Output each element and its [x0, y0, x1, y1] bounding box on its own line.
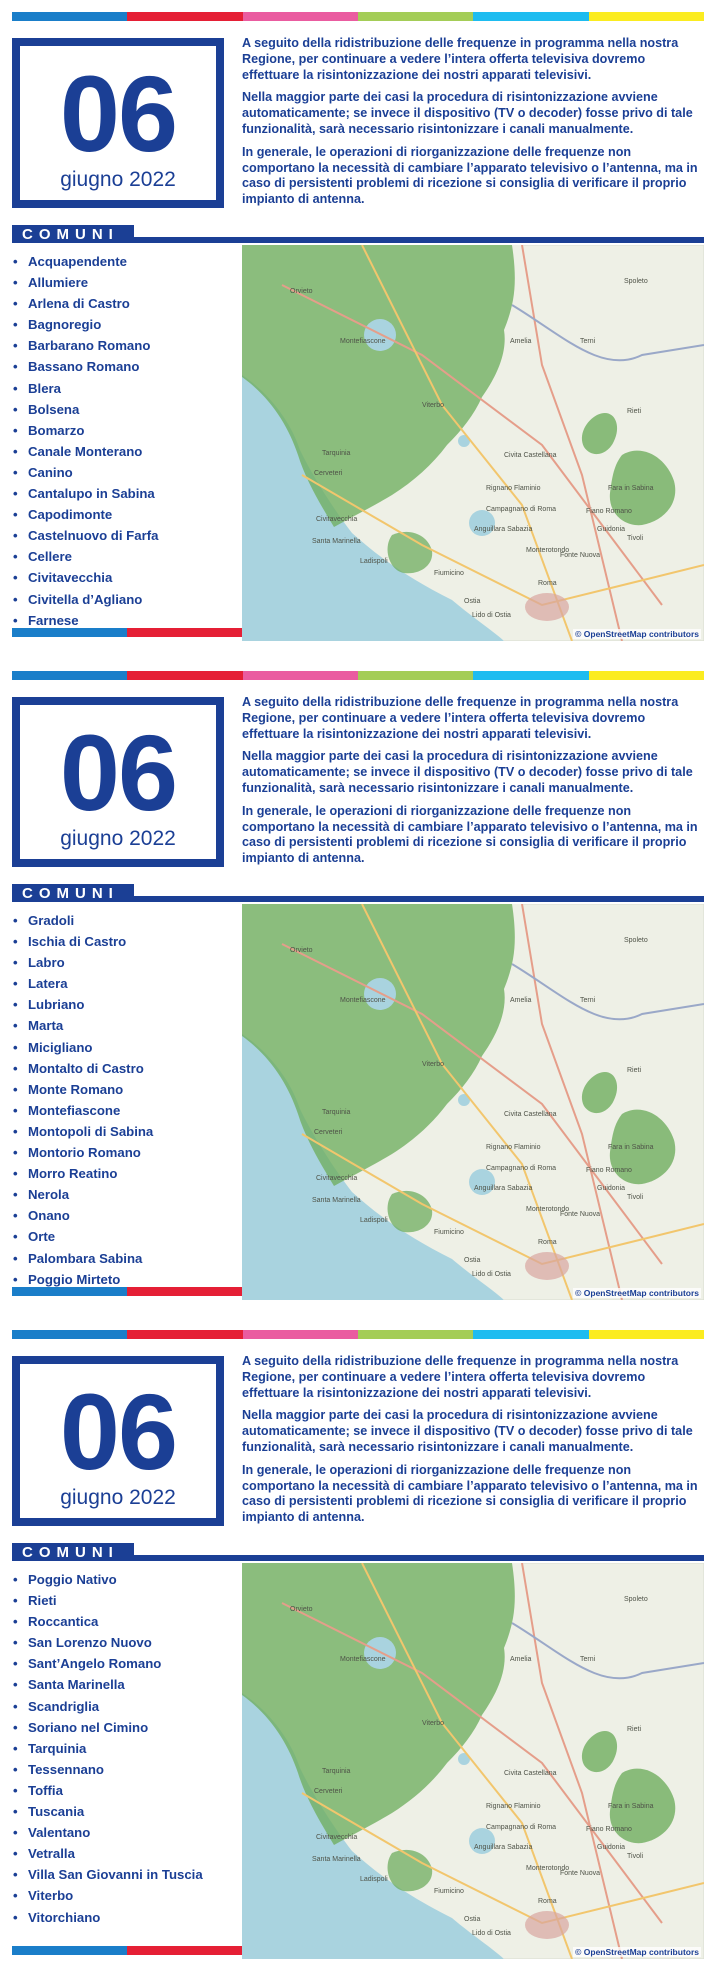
comune-item: • Latera	[12, 973, 237, 994]
map-place-label: Monterotondo	[526, 547, 570, 554]
date-day: 06	[59, 53, 177, 174]
comune-item: • Montorio Romano	[12, 1142, 237, 1163]
comuni-header	[12, 1543, 704, 1561]
info-paragraph: In generale, le operazioni di riorganizzazione delle frequenze non comportano la necessità di cambiare l’apparato televisivo o l’antenna, ma in caso di persistenti problemi di ricezione si consiglia di verificare il proprio impianto di antenna.	[242, 144, 698, 207]
map-svg	[242, 904, 704, 1300]
stripe-segment	[473, 12, 588, 21]
stripe-segment	[12, 12, 127, 21]
date-month-year: giugno 2022	[60, 1486, 176, 1509]
map-place-label: Roma	[538, 1898, 557, 1905]
map-place-label: Cerveteri	[314, 470, 343, 477]
map-place-label: Campagnano di Roma	[486, 506, 557, 513]
map-attribution: © OpenStreetMap contributors	[575, 1288, 699, 1298]
comune-item: • Micigliano	[12, 1037, 237, 1058]
map-place-label: Civita Castellana	[504, 1111, 557, 1118]
map-place-label: Ladispoli	[360, 1217, 388, 1224]
comune-item: • Montalto di Castro	[12, 1058, 237, 1079]
city-area-roma	[525, 1252, 569, 1280]
comune-item: • Civitella d’Agliano	[12, 589, 237, 610]
comune-item: • Allumiere	[12, 272, 237, 293]
map-place-label: Fonte Nuova	[560, 1211, 601, 1218]
stripe-segment	[12, 671, 127, 680]
date-month-year: giugno 2022	[60, 168, 176, 191]
stripe-segment	[589, 12, 704, 21]
map-place-label: Amelia	[510, 1656, 532, 1663]
map-place-label: Montefiascone	[340, 1656, 386, 1663]
map-place-label: Ostia	[464, 1916, 481, 1923]
map-place-label: Spoleto	[624, 278, 648, 285]
comuni-label: COMUNI	[12, 884, 134, 902]
coverage-map	[242, 1563, 704, 1959]
comune-item: • Bassano Romano	[12, 356, 237, 377]
comune-item: • Canale Monterano	[12, 441, 237, 462]
info-text	[242, 695, 704, 874]
stripe-segment	[127, 1330, 242, 1339]
info-text	[242, 36, 704, 215]
comuni-list	[12, 910, 237, 1290]
map-attribution: © OpenStreetMap contributors	[575, 1947, 699, 1957]
stripe-segment	[127, 12, 242, 21]
comuni-list	[12, 251, 237, 631]
comune-item: • Cantalupo in Sabina	[12, 483, 237, 504]
date-box	[12, 697, 224, 867]
map-place-label: Fara in Sabina	[608, 1144, 654, 1151]
map-svg	[242, 245, 704, 641]
city-area-roma	[525, 1911, 569, 1939]
map-svg	[242, 1563, 704, 1959]
comune-item: • Marta	[12, 1015, 237, 1036]
comune-item: • Bagnoregio	[12, 314, 237, 335]
map-place-label: Anguillara Sabazia	[474, 1844, 533, 1851]
map-place-label: Anguillara Sabazia	[474, 1185, 533, 1192]
stripe-segment	[243, 671, 358, 680]
comune-item: • Farnese	[12, 610, 237, 631]
stripe-segment	[243, 12, 358, 21]
map-place-label: Cerveteri	[314, 1129, 343, 1136]
map-place-label: Ostia	[464, 1257, 481, 1264]
map-place-label: Rignano Flaminio	[486, 1144, 541, 1151]
date-month-year: giugno 2022	[60, 827, 176, 850]
map-place-label: Tivoli	[627, 1853, 644, 1860]
map-place-label: Rieti	[627, 408, 642, 415]
map-place-label: Viterbo	[422, 1720, 445, 1727]
comune-item: • Monte Romano	[12, 1079, 237, 1100]
map-place-label: Tarquinia	[322, 1768, 351, 1775]
map-place-label: Terni	[580, 1656, 596, 1663]
comune-item: • Poggio Mirteto	[12, 1269, 237, 1290]
comune-item: • Vitorchiano	[12, 1907, 237, 1928]
comune-item: • Poggio Nativo	[12, 1569, 237, 1590]
color-stripe	[12, 1330, 704, 1339]
map-place-label: Montefiascone	[340, 997, 386, 1004]
comune-item: • Gradoli	[12, 910, 237, 931]
comuni-label: COMUNI	[12, 1543, 134, 1561]
stripe-segment	[473, 1330, 588, 1339]
coverage-map	[242, 245, 704, 641]
map-place-label: Amelia	[510, 997, 532, 1004]
comune-item: • Tarquinia	[12, 1738, 237, 1759]
map-place-label: Tarquinia	[322, 1109, 351, 1116]
info-paragraph: A seguito della ridistribuzione delle frequenze in programma nella nostra Regione, per continuare a vedere l’intera offerta televisiva dovremo effettuare la risintonizzazione dei nostri apparati televisivi.	[242, 36, 679, 82]
comuni-list	[12, 1569, 237, 1928]
map-place-label: Guidonia	[597, 1844, 626, 1851]
map-place-label: Civitavecchia	[316, 1175, 358, 1182]
stripe-segment	[473, 671, 588, 680]
map-place-label: Fiumicino	[434, 570, 464, 577]
map-place-label: Santa Marinella	[312, 1197, 361, 1204]
map-place-label: Roma	[538, 1239, 557, 1246]
map-place-label: Civitavecchia	[316, 1834, 358, 1841]
comune-item: • Villa San Giovanni in Tuscia	[12, 1864, 237, 1885]
stripe-segment	[358, 12, 473, 21]
map-place-label: Fiano Romano	[586, 1826, 632, 1833]
map-place-label: Civita Castellana	[504, 452, 557, 459]
map-place-label: Terni	[580, 338, 596, 345]
comune-item: • Montefiascone	[12, 1100, 237, 1121]
stripe-segment	[12, 1946, 127, 1955]
stripe-segment	[12, 1330, 127, 1339]
map-place-label: Fara in Sabina	[608, 1803, 654, 1810]
map-place-label: Amelia	[510, 338, 532, 345]
info-paragraph: In generale, le operazioni di riorganizzazione delle frequenze non comportano la necessità di cambiare l’apparato televisivo o l’antenna, ma in caso di persistenti problemi di ricezione si consiglia di verificare il proprio impianto di antenna.	[242, 803, 698, 866]
comune-item: • Onano	[12, 1205, 237, 1226]
date-box	[12, 1356, 224, 1526]
map-place-label: Lido di Ostia	[472, 612, 511, 619]
comune-item: • Morro Reatino	[12, 1163, 237, 1184]
info-paragraph: A seguito della ridistribuzione delle frequenze in programma nella nostra Regione, per continuare a vedere l’intera offerta televisiva dovremo effettuare la risintonizzazione dei nostri apparati televisivi.	[242, 1354, 679, 1400]
map-attribution: © OpenStreetMap contributors	[575, 629, 699, 639]
info-paragraph: Nella maggior parte dei casi la procedura di risintonizzazione avviene automaticamente; se invece il dispositivo (TV o decoder) fosse privo di tale funzionalità, sarà necessario risintonizzare i canali manualmente.	[242, 749, 693, 795]
stripe-segment	[589, 671, 704, 680]
map-place-label: Fonte Nuova	[560, 552, 601, 559]
map-place-label: Orvieto	[290, 947, 313, 954]
comune-item: • Scandriglia	[12, 1696, 237, 1717]
comune-item: • Santa Marinella	[12, 1674, 237, 1695]
comune-item: • Montopoli di Sabina	[12, 1121, 237, 1142]
stripe-segment	[589, 1330, 704, 1339]
comune-item: • Ischia di Castro	[12, 931, 237, 952]
date-day: 06	[59, 712, 177, 833]
stripe-segment	[358, 1330, 473, 1339]
comune-item: • Bolsena	[12, 399, 237, 420]
comune-item: • Blera	[12, 378, 237, 399]
map-place-label: Ladispoli	[360, 558, 388, 565]
map-place-label: Fonte Nuova	[560, 1870, 601, 1877]
map-place-label: Tivoli	[627, 535, 644, 542]
comune-item: • Bomarzo	[12, 420, 237, 441]
comune-item: • Vetralla	[12, 1843, 237, 1864]
comune-item: • Castelnuovo di Farfa	[12, 525, 237, 546]
comune-item: • Lubriano	[12, 994, 237, 1015]
comune-item: • Canino	[12, 462, 237, 483]
comune-item: • San Lorenzo Nuovo	[12, 1632, 237, 1653]
comune-item: • Orte	[12, 1226, 237, 1247]
stripe-segment	[358, 671, 473, 680]
comune-item: • Soriano nel Cimino	[12, 1717, 237, 1738]
map-place-label: Tarquinia	[322, 450, 351, 457]
map-place-label: Monterotondo	[526, 1865, 570, 1872]
map-place-label: Cerveteri	[314, 1788, 343, 1795]
comuni-header	[12, 225, 704, 243]
comune-item: • Roccantica	[12, 1611, 237, 1632]
map-place-label: Anguillara Sabazia	[474, 526, 533, 533]
info-paragraph: In generale, le operazioni di riorganizzazione delle frequenze non comportano la necessità di cambiare l’apparato televisivo o l’antenna, ma in caso di persistenti problemi di ricezione si consiglia di verificare il proprio impianto di antenna.	[242, 1462, 698, 1525]
announcement-panel	[0, 1318, 716, 1976]
comune-item: • Toffia	[12, 1780, 237, 1801]
comune-item: • Acquapendente	[12, 251, 237, 272]
map-place-label: Santa Marinella	[312, 538, 361, 545]
comune-item: • Barbarano Romano	[12, 335, 237, 356]
comune-item: • Palombara Sabina	[12, 1248, 237, 1269]
comuni-header	[12, 884, 704, 902]
map-place-label: Fiumicino	[434, 1229, 464, 1236]
map-place-label: Spoleto	[624, 1596, 648, 1603]
comuni-label: COMUNI	[12, 225, 134, 243]
map-place-label: Rignano Flaminio	[486, 485, 541, 492]
map-place-label: Civita Castellana	[504, 1770, 557, 1777]
color-stripe	[12, 671, 704, 680]
comune-item: • Valentano	[12, 1822, 237, 1843]
announcement-panel	[0, 0, 716, 658]
map-place-label: Rieti	[627, 1067, 642, 1074]
date-day: 06	[59, 1371, 177, 1492]
map-place-label: Campagnano di Roma	[486, 1824, 557, 1831]
comune-item: • Cellere	[12, 546, 237, 567]
map-place-label: Terni	[580, 997, 596, 1004]
comune-item: • Nerola	[12, 1184, 237, 1205]
stripe-segment	[127, 671, 242, 680]
map-place-label: Rignano Flaminio	[486, 1803, 541, 1810]
comune-item: • Civitavecchia	[12, 567, 237, 588]
info-paragraph: Nella maggior parte dei casi la procedura di risintonizzazione avviene automaticamente; se invece il dispositivo (TV o decoder) fosse privo di tale funzionalità, sarà necessario risintonizzare i canali manualmente.	[242, 90, 693, 136]
map-place-label: Guidonia	[597, 526, 626, 533]
info-paragraph: Nella maggior parte dei casi la procedura di risintonizzazione avviene automaticamente; se invece il dispositivo (TV o decoder) fosse privo di tale funzionalità, sarà necessario risintonizzare i canali manualmente.	[242, 1408, 693, 1454]
info-paragraph: A seguito della ridistribuzione delle frequenze in programma nella nostra Regione, per continuare a vedere l’intera offerta televisiva dovremo effettuare la risintonizzazione dei nostri apparati televisivi.	[242, 695, 679, 741]
comune-item: • Tuscania	[12, 1801, 237, 1822]
color-stripe	[12, 12, 704, 21]
comune-item: • Rieti	[12, 1590, 237, 1611]
map-place-label: Orvieto	[290, 288, 313, 295]
city-area-roma	[525, 593, 569, 621]
map-place-label: Roma	[538, 580, 557, 587]
map-place-label: Santa Marinella	[312, 1856, 361, 1863]
announcement-panel	[0, 659, 716, 1317]
map-place-label: Fiano Romano	[586, 508, 632, 515]
map-place-label: Civitavecchia	[316, 516, 358, 523]
map-place-label: Viterbo	[422, 1061, 445, 1068]
comune-item: • Viterbo	[12, 1885, 237, 1906]
comune-item: • Tessennano	[12, 1759, 237, 1780]
stripe-segment	[127, 1946, 242, 1955]
comune-item: • Labro	[12, 952, 237, 973]
info-text	[242, 1354, 704, 1533]
map-place-label: Ostia	[464, 598, 481, 605]
map-place-label: Fara in Sabina	[608, 485, 654, 492]
map-place-label: Ladispoli	[360, 1876, 388, 1883]
comune-item: • Arlena di Castro	[12, 293, 237, 314]
comune-item: • Capodimonte	[12, 504, 237, 525]
map-place-label: Monterotondo	[526, 1206, 570, 1213]
coverage-map	[242, 904, 704, 1300]
date-box	[12, 38, 224, 208]
map-place-label: Viterbo	[422, 402, 445, 409]
comune-item: • Sant’Angelo Romano	[12, 1653, 237, 1674]
map-place-label: Guidonia	[597, 1185, 626, 1192]
map-place-label: Lido di Ostia	[472, 1930, 511, 1937]
map-place-label: Campagnano di Roma	[486, 1165, 557, 1172]
map-place-label: Rieti	[627, 1726, 642, 1733]
map-place-label: Spoleto	[624, 937, 648, 944]
map-place-label: Orvieto	[290, 1606, 313, 1613]
map-place-label: Fiumicino	[434, 1888, 464, 1895]
map-place-label: Montefiascone	[340, 338, 386, 345]
map-place-label: Lido di Ostia	[472, 1271, 511, 1278]
stripe-segment	[243, 1330, 358, 1339]
map-place-label: Tivoli	[627, 1194, 644, 1201]
map-place-label: Fiano Romano	[586, 1167, 632, 1174]
